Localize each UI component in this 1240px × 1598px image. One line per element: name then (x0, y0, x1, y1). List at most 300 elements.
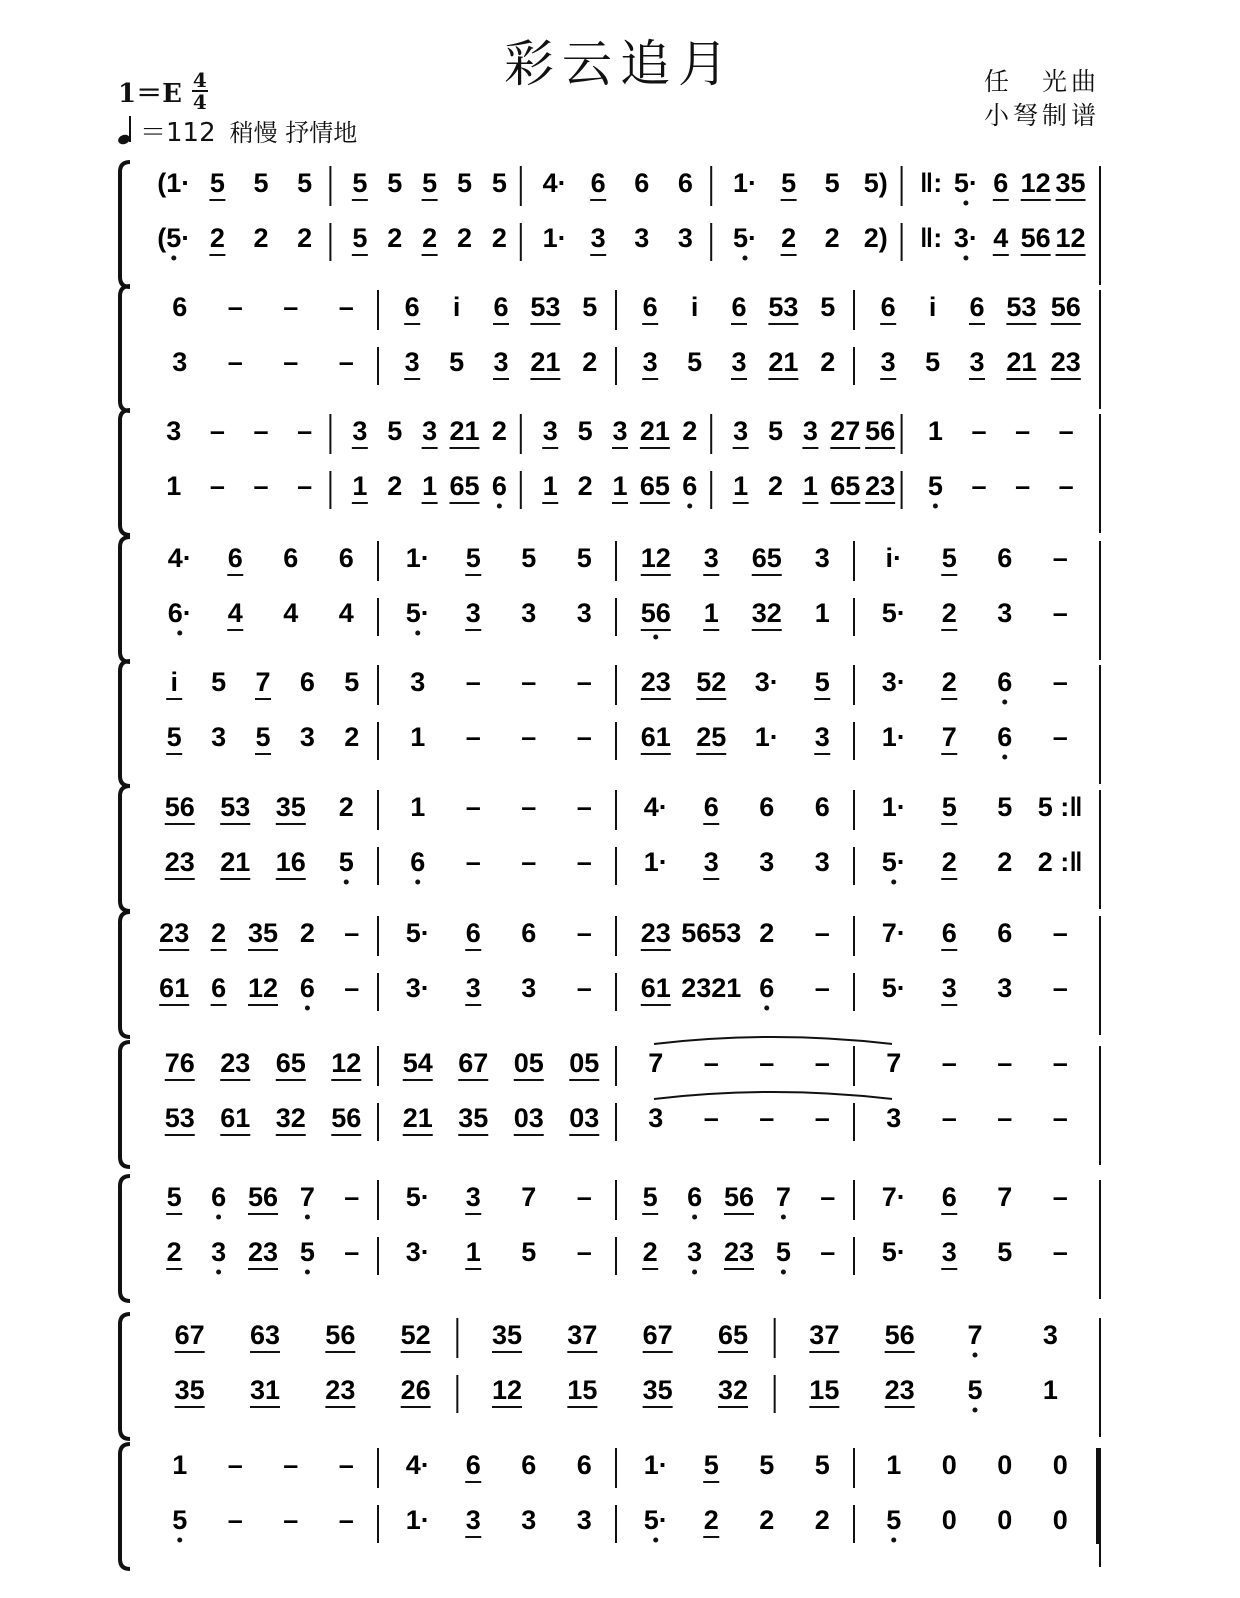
note: 12 (247, 973, 279, 1003)
low-octave-dot (764, 1006, 769, 1011)
note: 3 (814, 722, 830, 752)
note: 53 (530, 292, 561, 322)
time-signature-top: 4 (192, 68, 207, 92)
note: 2 (582, 347, 598, 377)
note: 2 (209, 223, 225, 253)
note: 5 (299, 1237, 315, 1267)
note: 27 (830, 416, 861, 446)
note: 2 :‖ (1037, 847, 1083, 877)
low-octave-dot (743, 256, 748, 261)
note: – (1058, 471, 1074, 501)
system-bracket (120, 286, 130, 411)
note: 2 (387, 223, 403, 253)
note: – (820, 1182, 836, 1212)
note: 5 (577, 416, 593, 446)
note: 5 (344, 667, 360, 697)
note: 53 (220, 792, 251, 822)
low-octave-dot (781, 1270, 786, 1275)
note: 6 (759, 973, 775, 1003)
low-octave-dot (963, 256, 968, 261)
note: 26 (400, 1375, 431, 1405)
note: i· (885, 543, 902, 573)
note: 2 (814, 1505, 830, 1535)
note: 3 (493, 347, 509, 377)
note: 7 (997, 1182, 1013, 1212)
note: 5 (253, 168, 269, 198)
note: 2 (491, 416, 507, 446)
note: 2 (820, 347, 836, 377)
note: – (521, 792, 537, 822)
note: 1 (166, 471, 182, 501)
note: 3 (642, 347, 658, 377)
note: 54 (402, 1048, 433, 1078)
note: 67 (458, 1048, 489, 1078)
note: – (227, 347, 243, 377)
note: 15 (567, 1375, 598, 1405)
note: – (759, 1103, 775, 1133)
note: 5 (166, 1182, 182, 1212)
note: 5 (387, 416, 403, 446)
note: 5 (449, 347, 465, 377)
note: 3 (465, 598, 481, 628)
note: 2 (703, 1505, 719, 1535)
note: 6 (687, 1182, 703, 1212)
tie-arc (654, 1092, 892, 1099)
note: 2 (253, 223, 269, 253)
note: – (283, 347, 299, 377)
note: 5 (576, 543, 592, 573)
note: 3 (576, 1505, 592, 1535)
note: 5 (925, 347, 941, 377)
note: 6 (410, 847, 426, 877)
note: 12 (640, 543, 671, 573)
note: 5 (491, 168, 507, 198)
note: 7 (521, 1182, 537, 1212)
low-octave-dot (171, 256, 176, 261)
note: 2 (491, 223, 507, 253)
note: 6 (590, 168, 606, 198)
note: 21 (639, 416, 670, 446)
note: 12 (1055, 223, 1086, 253)
arranger-credit: 小弩制谱 (983, 101, 1100, 130)
note: – (576, 1182, 592, 1212)
note: – (576, 667, 592, 697)
note: 2 (456, 223, 472, 253)
note: 6 (491, 471, 507, 501)
note: 5 (255, 722, 271, 752)
note: 5 (166, 722, 182, 752)
note: 1· (405, 543, 430, 573)
note: 2 (941, 667, 957, 697)
note: 7· (881, 1182, 906, 1212)
note: 3 (759, 847, 775, 877)
note: – (1052, 1182, 1068, 1212)
note: 6· (167, 598, 192, 628)
note: 3 (590, 223, 606, 253)
note: 3 (814, 847, 830, 877)
note: – (997, 1048, 1013, 1078)
note: 76 (164, 1048, 195, 1078)
note: 4· (405, 1450, 430, 1480)
note: – (576, 847, 592, 877)
note: i (452, 292, 461, 322)
note: 3 (166, 416, 182, 446)
note: 35 (247, 918, 279, 948)
note: 2321 (681, 973, 742, 1003)
note: 23 (640, 667, 671, 697)
note: 03 (569, 1103, 600, 1133)
note: 35 (642, 1375, 673, 1405)
note: 53 (1006, 292, 1037, 322)
note: – (338, 1450, 354, 1480)
note: 5 (941, 792, 957, 822)
note: – (283, 1505, 299, 1535)
low-octave-dot (653, 635, 658, 640)
note: 4· (542, 168, 567, 198)
low-octave-dot (216, 1215, 221, 1220)
note: 56 (1020, 223, 1051, 253)
note: 5 (211, 667, 227, 697)
note: 16 (275, 847, 306, 877)
note: – (576, 973, 592, 1003)
note: – (1015, 416, 1031, 446)
note: 7 (255, 667, 271, 697)
note: 1 (172, 1450, 188, 1480)
note: 05 (569, 1048, 600, 1078)
note: 3 (465, 1505, 481, 1535)
note: 3 (802, 416, 818, 446)
note: – (971, 471, 987, 501)
note: 5 (521, 543, 537, 573)
note: 3 (542, 416, 558, 446)
note: 7 (967, 1320, 983, 1350)
note: 1 (1042, 1375, 1058, 1405)
note: 21 (402, 1103, 433, 1133)
note: – (1058, 416, 1074, 446)
note: 5· (953, 168, 978, 198)
note: 3 (969, 347, 985, 377)
note: 7 (299, 1182, 315, 1212)
note: 2 (166, 1237, 182, 1267)
note: ‖: (919, 168, 943, 198)
note: – (253, 416, 269, 446)
note: 53 (768, 292, 799, 322)
note: 2 (577, 471, 593, 501)
note: 6 (814, 792, 830, 822)
note: 5· (405, 598, 430, 628)
note: (1· (157, 168, 191, 198)
note: 5 (642, 1182, 658, 1212)
note: 23 (247, 1237, 279, 1267)
note: – (338, 347, 354, 377)
note: 1· (732, 168, 758, 198)
note: – (344, 918, 360, 948)
note: 3· (754, 667, 779, 697)
note: 1 (410, 722, 426, 752)
note: 6 (759, 792, 775, 822)
note: 1· (754, 722, 779, 752)
tempo-value: ＝112 (140, 118, 216, 148)
note: – (759, 1048, 775, 1078)
note: 61 (640, 722, 671, 752)
note: – (465, 722, 481, 752)
system-bracket (120, 1314, 130, 1439)
note: 6 (521, 1450, 537, 1480)
note: – (344, 973, 360, 1003)
note: 65 (639, 471, 670, 501)
note: 3 (521, 973, 537, 1003)
note: 3 (731, 347, 747, 377)
note: 1 (542, 471, 558, 501)
note: 1 (703, 598, 719, 628)
note: 2 (759, 918, 775, 948)
note: 23 (220, 1048, 251, 1078)
note: – (814, 973, 830, 1003)
note: 2 (997, 847, 1013, 877)
note: 65 (751, 543, 782, 573)
note: 6 (404, 292, 420, 322)
low-octave-dot (692, 1215, 697, 1220)
low-octave-dot (177, 631, 182, 636)
note: 23 (640, 918, 671, 948)
note: 7 (775, 1182, 791, 1212)
note: 5 (781, 168, 797, 198)
note: 32 (751, 598, 782, 628)
note: 56 (865, 416, 896, 446)
note: 2 (941, 598, 957, 628)
note: 5 (759, 1450, 775, 1480)
note: 32 (275, 1103, 306, 1133)
note: 56 (723, 1182, 755, 1212)
system-bracket (120, 537, 130, 662)
note: 37 (567, 1320, 598, 1350)
system-bracket (120, 1042, 130, 1167)
note: 56 (247, 1182, 279, 1212)
note: 25 (696, 722, 727, 752)
note: 3 (703, 543, 719, 573)
note: 2 (941, 847, 957, 877)
note: – (209, 416, 225, 446)
note: 3· (881, 667, 906, 697)
note: – (1015, 471, 1031, 501)
note: 5 (824, 168, 840, 198)
note: 6 (576, 1450, 592, 1480)
note: 5 (886, 1505, 902, 1535)
note: 23 (884, 1375, 915, 1405)
note: 56 (1050, 292, 1081, 322)
note: 5 (387, 168, 403, 198)
note: 3· (953, 223, 978, 253)
system-bracket (120, 661, 130, 786)
note: 6 (211, 1182, 227, 1212)
note: 3 (703, 847, 719, 877)
note: 1 (927, 416, 943, 446)
note: 5 (687, 347, 703, 377)
note: 6 (997, 667, 1013, 697)
note: (5· (157, 223, 191, 253)
note: 32 (717, 1375, 749, 1405)
note: 3 (299, 722, 315, 752)
note: 23 (325, 1375, 356, 1405)
note: 5) (863, 168, 888, 198)
note: – (1052, 667, 1068, 697)
note: 21 (449, 416, 480, 446)
note: 23 (159, 918, 190, 948)
note: 6 (703, 792, 719, 822)
note: 5 (820, 292, 836, 322)
note: 6 (299, 667, 315, 697)
note: – (814, 1103, 830, 1133)
note: 3 (172, 347, 188, 377)
low-octave-dot (973, 1353, 978, 1358)
note: 3 (422, 416, 438, 446)
note: 6 (172, 292, 188, 322)
note: – (283, 1450, 299, 1480)
note: – (521, 722, 537, 752)
note: 6 (465, 918, 481, 948)
note: 6 (299, 973, 315, 1003)
note: 2 (682, 416, 698, 446)
low-octave-dot (415, 880, 420, 885)
note: – (344, 1182, 360, 1212)
note: 3· (405, 1237, 430, 1267)
note: – (253, 471, 269, 501)
note: 6 (941, 918, 957, 948)
note: 3 (634, 223, 650, 253)
note: 1· (542, 223, 567, 253)
note: 5 (967, 1375, 983, 1405)
note: 3 (465, 1182, 481, 1212)
note: – (227, 292, 243, 322)
low-octave-dot (497, 504, 502, 509)
note: 1 (465, 1237, 481, 1267)
low-octave-dot (216, 1270, 221, 1275)
note: 1· (881, 722, 906, 752)
note: 5· (732, 223, 758, 253)
low-octave-dot (305, 1006, 310, 1011)
note: – (1052, 722, 1068, 752)
note: – (521, 847, 537, 877)
low-octave-dot (1002, 700, 1007, 705)
note: – (997, 1103, 1013, 1133)
note: – (971, 416, 987, 446)
note: 6 (880, 292, 896, 322)
note: 3 (648, 1103, 664, 1133)
note: 5 (172, 1505, 188, 1535)
note: 56 (640, 598, 671, 628)
note: 5 (775, 1237, 791, 1267)
note: 5· (405, 1182, 430, 1212)
note: 1· (405, 1505, 430, 1535)
note: 1 (814, 598, 830, 628)
note: 5 (814, 1450, 830, 1480)
note: 5 (997, 1237, 1013, 1267)
note: 35 (458, 1103, 489, 1133)
note: – (227, 1450, 243, 1480)
note: – (576, 1237, 592, 1267)
note: 65 (717, 1320, 749, 1350)
note: 6 (969, 292, 985, 322)
note: 3 (814, 543, 830, 573)
note: 1· (881, 792, 906, 822)
note: – (521, 667, 537, 697)
note: 6 (993, 168, 1009, 198)
system-bracket (120, 1176, 130, 1301)
note: – (465, 667, 481, 697)
note: 61 (220, 1103, 251, 1133)
note: 7 (886, 1048, 902, 1078)
note: 6 (227, 543, 243, 573)
note: – (338, 1505, 354, 1535)
note: 3 (1042, 1320, 1058, 1350)
note: 2 (768, 471, 784, 501)
note: 35 (275, 792, 306, 822)
note: 7· (881, 918, 906, 948)
note: 3 (211, 722, 227, 752)
low-octave-dot (653, 1538, 658, 1543)
note: – (283, 292, 299, 322)
note: 3 (687, 1237, 703, 1267)
note: 3 (521, 598, 537, 628)
time-signature-bottom: 4 (192, 90, 207, 114)
note: – (297, 471, 313, 501)
note: 65 (830, 471, 861, 501)
note: 3 (997, 973, 1013, 1003)
note: i (928, 292, 937, 322)
note: 3 (880, 347, 896, 377)
note: 5653 (681, 918, 742, 948)
note: 67 (642, 1320, 673, 1350)
note: 3 (612, 416, 628, 446)
note: 4 (993, 223, 1009, 253)
low-octave-dot (687, 504, 692, 509)
note: 35 (1055, 168, 1086, 198)
note: 3 (404, 347, 420, 377)
note: 5 (297, 168, 313, 198)
note: 52 (696, 667, 727, 697)
note: 12 (491, 1375, 523, 1405)
note: – (1052, 543, 1068, 573)
note: 56 (884, 1320, 915, 1350)
note: 21 (530, 347, 561, 377)
note: 0 (997, 1450, 1013, 1480)
low-octave-dot (305, 1215, 310, 1220)
note: 65 (275, 1048, 306, 1078)
note: – (576, 918, 592, 948)
note: 6 (493, 292, 509, 322)
note: 2 (344, 722, 360, 752)
note: 2 (642, 1237, 658, 1267)
low-octave-dot (1002, 755, 1007, 760)
note: 3 (941, 973, 957, 1003)
note: 05 (513, 1048, 544, 1078)
note: 6 (211, 973, 227, 1003)
note: 5 (338, 847, 354, 877)
system-bracket (120, 1444, 130, 1569)
note: 0 (997, 1505, 1013, 1535)
note: 5 (521, 1237, 537, 1267)
note: – (703, 1048, 719, 1078)
note: 6 (642, 292, 658, 322)
note: 12 (1020, 168, 1051, 198)
note: 23 (723, 1237, 755, 1267)
note: 3 (576, 598, 592, 628)
note: – (1052, 598, 1068, 628)
note: 5 (209, 168, 225, 198)
note: 6 (338, 543, 354, 573)
note: – (1052, 973, 1068, 1003)
note: 37 (809, 1320, 840, 1350)
